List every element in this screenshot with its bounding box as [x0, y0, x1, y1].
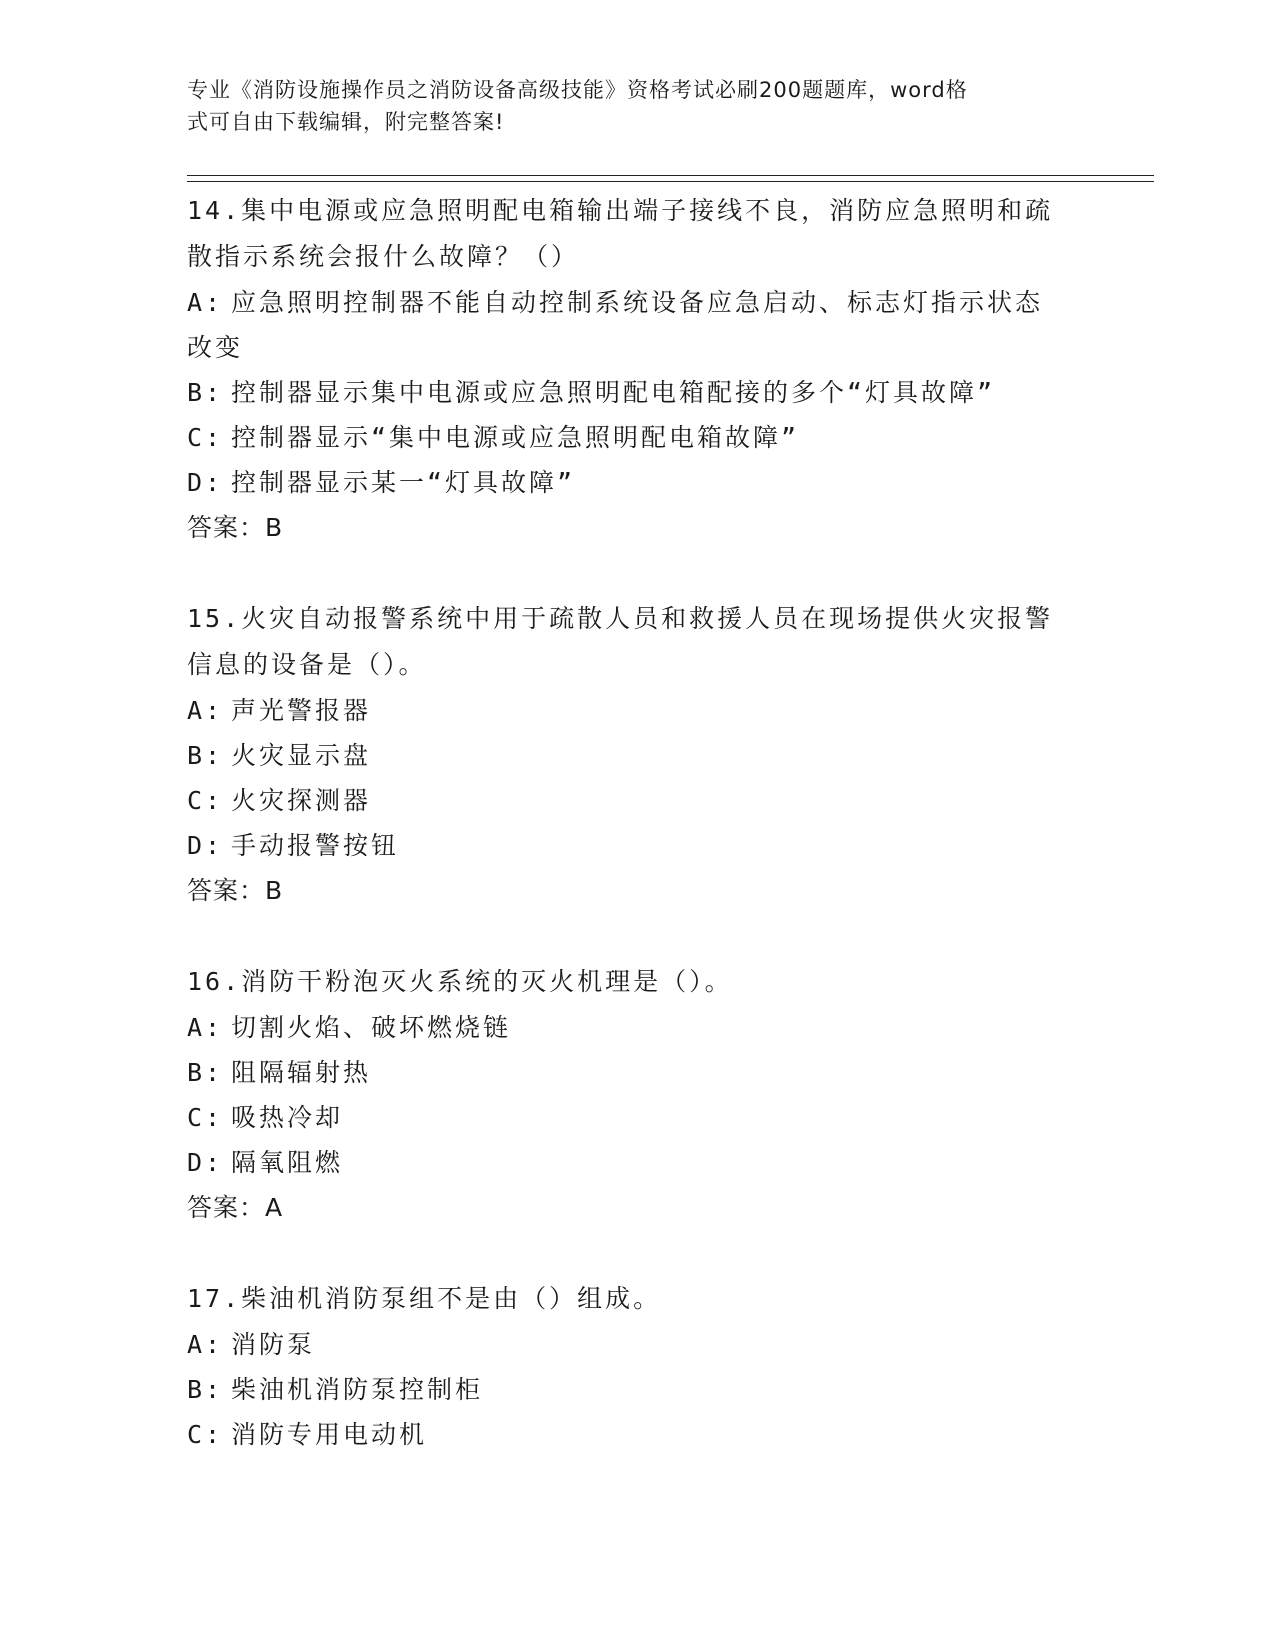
- answer-line: 答案：B: [187, 876, 284, 905]
- option-text: 火灾探测器: [231, 786, 372, 815]
- question-stem-line: 15.火灾自动报警系统中用于疏散人员和救援人员在现场提供火灾报警: [187, 604, 1054, 633]
- option-c: [187, 1412, 1087, 1457]
- question-list: [187, 188, 1087, 1457]
- question-stem-line: 散指示系统会报什么故障？（）: [187, 242, 580, 271]
- header-divider-top: [187, 175, 1154, 176]
- spacer: [187, 913, 1087, 959]
- spacer: [187, 1230, 1087, 1276]
- header-line-1: 专业《消防设施操作员之消防设备高级技能》资格考试必刷200题题库，word格: [187, 78, 968, 102]
- option-text: 控制器显示“集中电源或应急照明配电箱故障”: [231, 423, 800, 452]
- option-b: [187, 1367, 1087, 1412]
- answer-line: 答案：B: [187, 513, 284, 542]
- option-text: 应急照明控制器不能自动控制系统设备应急启动、标志灯指示状态: [231, 288, 1044, 317]
- question-14: [187, 188, 1087, 550]
- option-key: D:: [187, 831, 224, 860]
- option-b: [187, 370, 1087, 415]
- option-text: 火灾显示盘: [231, 741, 372, 770]
- question-16: [187, 959, 1087, 1230]
- option-d: [187, 460, 1087, 505]
- answer-line: 答案：A: [187, 1193, 284, 1222]
- option-c: [187, 1095, 1087, 1140]
- option-key: A:: [187, 288, 224, 317]
- option-key: C:: [187, 1420, 224, 1449]
- option-text: 柴油机消防泵控制柜: [231, 1375, 484, 1404]
- option-key: D:: [187, 1148, 224, 1177]
- option-c: [187, 778, 1087, 823]
- question-15: [187, 596, 1087, 913]
- option-text: 阻隔辐射热: [231, 1058, 372, 1087]
- option-key: B:: [187, 378, 224, 407]
- option-text: 控制器显示某一“灯具故障”: [231, 468, 576, 497]
- option-a: [187, 1322, 1087, 1367]
- option-key: C:: [187, 1103, 224, 1132]
- option-a: [187, 280, 1087, 325]
- option-a: [187, 1005, 1087, 1050]
- option-a-continuation: 改变: [187, 333, 244, 362]
- option-text: 切割火焰、破坏燃烧链: [231, 1013, 512, 1042]
- option-text: 手动报警按钮: [231, 831, 400, 860]
- question-stem-line: 16.消防干粉泡灭火系统的灭火机理是（）。: [187, 967, 733, 996]
- question-stem-line: 17.柴油机消防泵组不是由（）组成。: [187, 1284, 662, 1313]
- header-line-2: 式可自由下载编辑，附完整答案!: [187, 110, 505, 134]
- option-key: B:: [187, 1058, 224, 1087]
- option-key: A:: [187, 696, 224, 725]
- question-stem-line: 14.集中电源或应急照明配电箱输出端子接线不良，消防应急照明和疏: [187, 196, 1054, 225]
- option-b: [187, 733, 1087, 778]
- option-text: 吸热冷却: [231, 1103, 344, 1132]
- question-stem: [187, 596, 1087, 688]
- option-b: [187, 1050, 1087, 1095]
- option-d: [187, 1140, 1087, 1185]
- option-key: A:: [187, 1013, 224, 1042]
- option-key: C:: [187, 786, 224, 815]
- spacer: [187, 550, 1087, 596]
- document-header: [187, 74, 1067, 138]
- header-divider-bottom: [187, 181, 1154, 182]
- option-text: 消防泵: [231, 1330, 316, 1359]
- question-stem: [187, 959, 1087, 1005]
- option-text: 控制器显示集中电源或应急照明配电箱配接的多个“灯具故障”: [231, 378, 996, 407]
- option-c: [187, 415, 1087, 460]
- question-stem: [187, 1276, 1087, 1322]
- option-key: B:: [187, 741, 224, 770]
- option-key: A:: [187, 1330, 224, 1359]
- question-stem: [187, 188, 1087, 280]
- option-text: 隔氧阻燃: [231, 1148, 344, 1177]
- option-text: 消防专用电动机: [231, 1420, 428, 1449]
- option-a: [187, 688, 1087, 733]
- option-key: B:: [187, 1375, 224, 1404]
- question-17: [187, 1276, 1087, 1457]
- option-d: [187, 823, 1087, 868]
- option-text: 声光警报器: [231, 696, 372, 725]
- option-key: D:: [187, 468, 224, 497]
- question-stem-line: 信息的设备是（）。: [187, 650, 427, 679]
- option-key: C:: [187, 423, 224, 452]
